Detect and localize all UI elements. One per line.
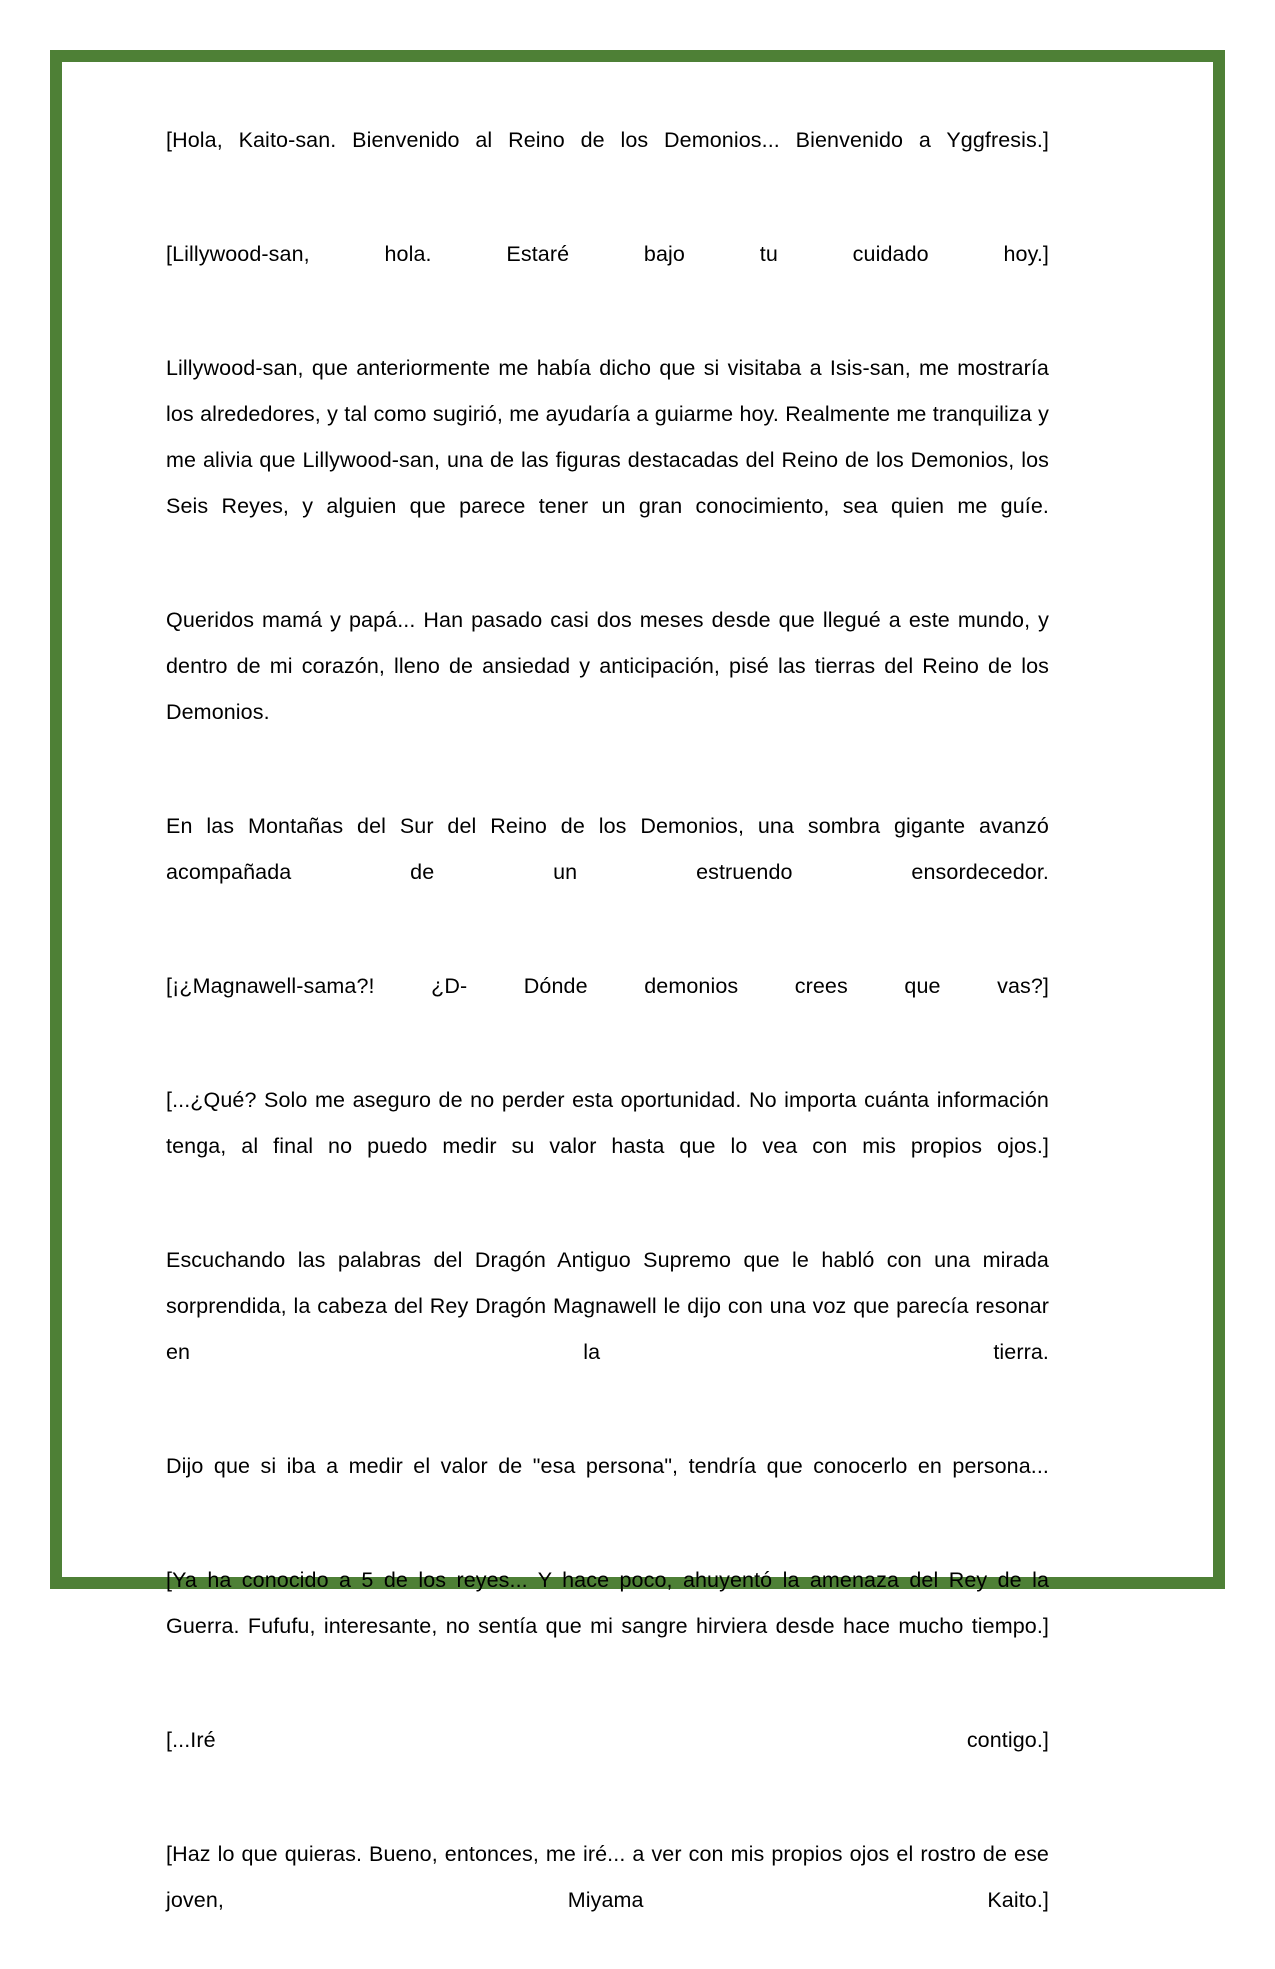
- page-border-frame: [50, 50, 1225, 1912]
- paragraph: Queridos mamá y papá... Han pasado casi dos meses desde que llegué a este mundo, y dentro de mi corazón, lleno de ansiedad y anticipación, pisé las tierras del Reino de los Demonios.: [166, 608, 1049, 724]
- paragraph: [...¿Qué? Solo me aseguro de no perder esta oportunidad. No importa cuánta información tenga, al final no puedo medir su valor hasta que lo vea con mis propios ojos.]: [166, 1088, 1049, 1158]
- paragraph: [Lillywood-san, hola. Estaré bajo tu cuidado hoy.]: [166, 242, 1049, 266]
- paragraph: [Haz lo que quieras. Bueno, entonces, me iré... a ver con mis propios ojos el rostro de ese joven, Miyama Kaito.]: [166, 1842, 1049, 1912]
- paragraph: En las Montañas del Sur del Reino de los Demonios, una sombra gigante avanzó acompañada de un estruendo ensordecedor.: [166, 814, 1049, 884]
- paragraph: Dijo que si iba a medir el valor de "esa persona", tendría que conocerlo en persona...: [166, 1454, 1049, 1478]
- paragraph: [Ya ha conocido a 5 de los reyes... Y hace poco, ahuyentó la amenaza del Rey de la Guerra. Fufufu, interesante, no sentía que mi sangre hirviera desde hace mucho tiempo.]: [166, 1568, 1049, 1638]
- paragraph: Escuchando las palabras del Dragón Antiguo Supremo que le habló con una mirada sorprendida, la cabeza del Rey Dragón Magnawell le dijo con una voz que parecía resonar en la tierra.: [166, 1248, 1049, 1364]
- paragraph: [...Iré contigo.]: [166, 1728, 1049, 1752]
- paragraph: [¡¿Magnawell-sama?! ¿D- Dónde demonios crees que vas?]: [166, 974, 1049, 998]
- document-text-body: [166, 117, 1049, 1969]
- paragraph: [Hola, Kaito-san. Bienvenido al Reino de los Demonios... Bienvenido a Yggfresis.]: [166, 128, 1049, 152]
- paragraph: Lillywood-san, que anteriormente me había dicho que si visitaba a Isis-san, me mostraría los alrededores, y tal como sugirió, me ayudaría a guiarme hoy. Realmente me tranquiliza y me alivia que Lillywood-san, una de las figuras destacadas del Reino de los Demonios, los Seis Reyes, y alguien que parece tener un gran conocimiento, sea quien me guíe.: [166, 356, 1049, 518]
